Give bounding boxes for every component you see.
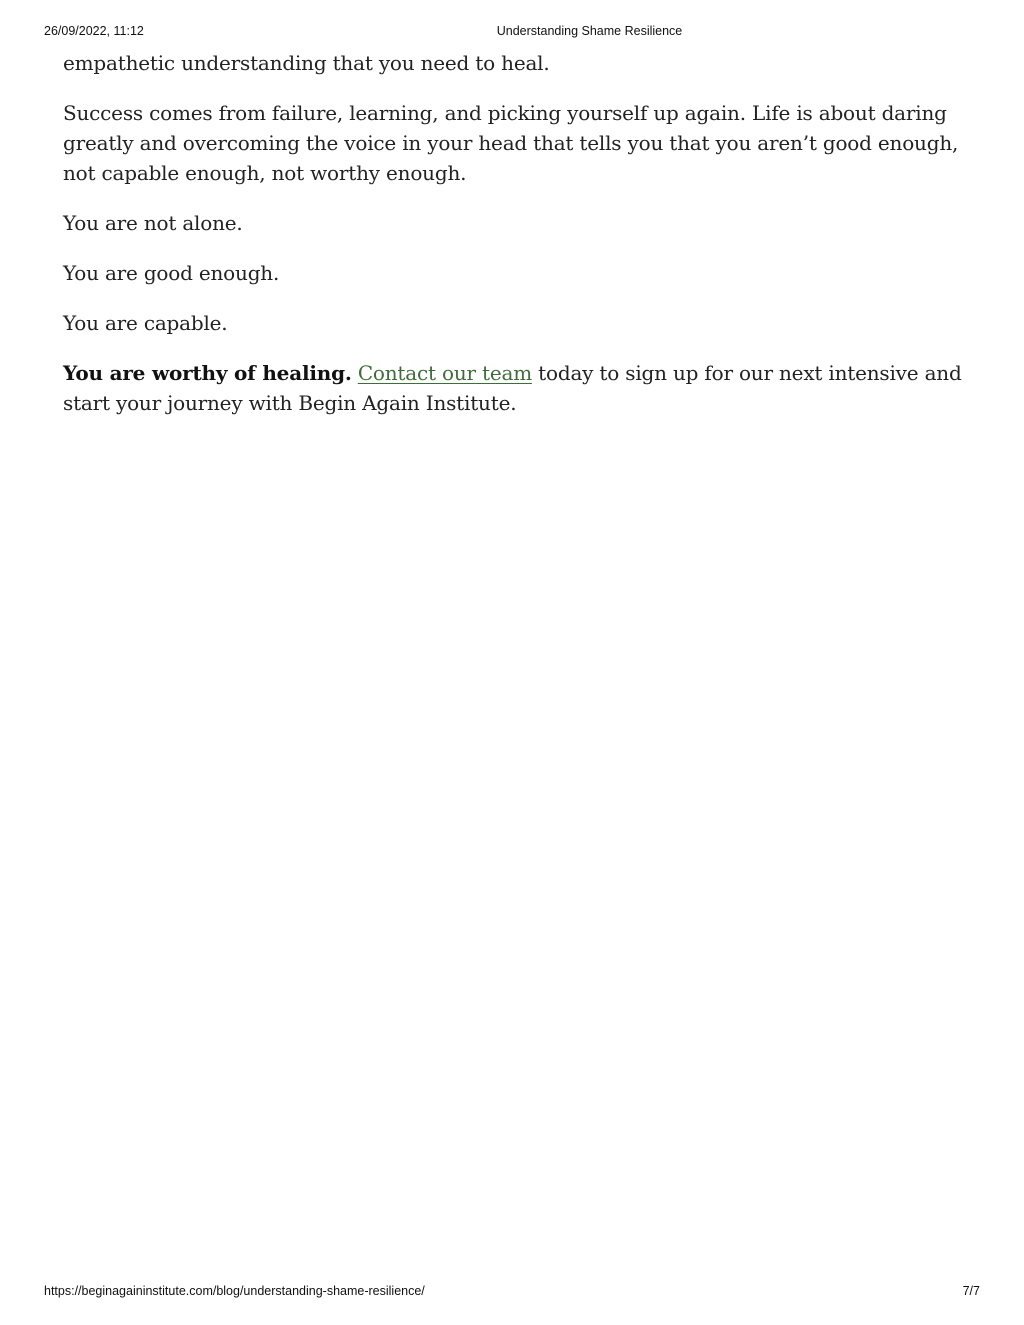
paragraph-good-enough: You are good enough. xyxy=(63,261,280,285)
print-url: https://beginagaininstitute.com/blog/understanding-shame-resilience/ xyxy=(44,1284,425,1298)
call-to-action-text: today to sign up for our next intensive and start your journey with Begin Again Institute. xyxy=(63,361,962,415)
print-datetime: 26/09/2022, 11:12 xyxy=(44,24,144,38)
paragraph-not-alone: You are not alone. xyxy=(63,211,243,235)
article-body xyxy=(63,48,963,438)
paragraph-success: Success comes from failure, learning, and picking yourself up again. Life is about daring greatly and overcoming the voice in your head that tells you that you aren’t good enough, not capable enough, not worthy enough. xyxy=(63,101,959,185)
worthy-of-healing-bold: You are worthy of healing. xyxy=(63,361,352,385)
print-header xyxy=(0,24,1024,42)
paragraph-continuation: empathetic understanding that you need to heal. xyxy=(63,51,550,75)
page-number: 7/7 xyxy=(962,1284,980,1298)
print-footer xyxy=(0,1284,1024,1302)
contact-our-team-link[interactable]: Contact our team xyxy=(357,361,532,385)
paragraph-capable: You are capable. xyxy=(63,311,228,335)
print-page-title: Understanding Shame Resilience xyxy=(496,24,683,38)
paragraph-call-to-action xyxy=(63,358,963,418)
